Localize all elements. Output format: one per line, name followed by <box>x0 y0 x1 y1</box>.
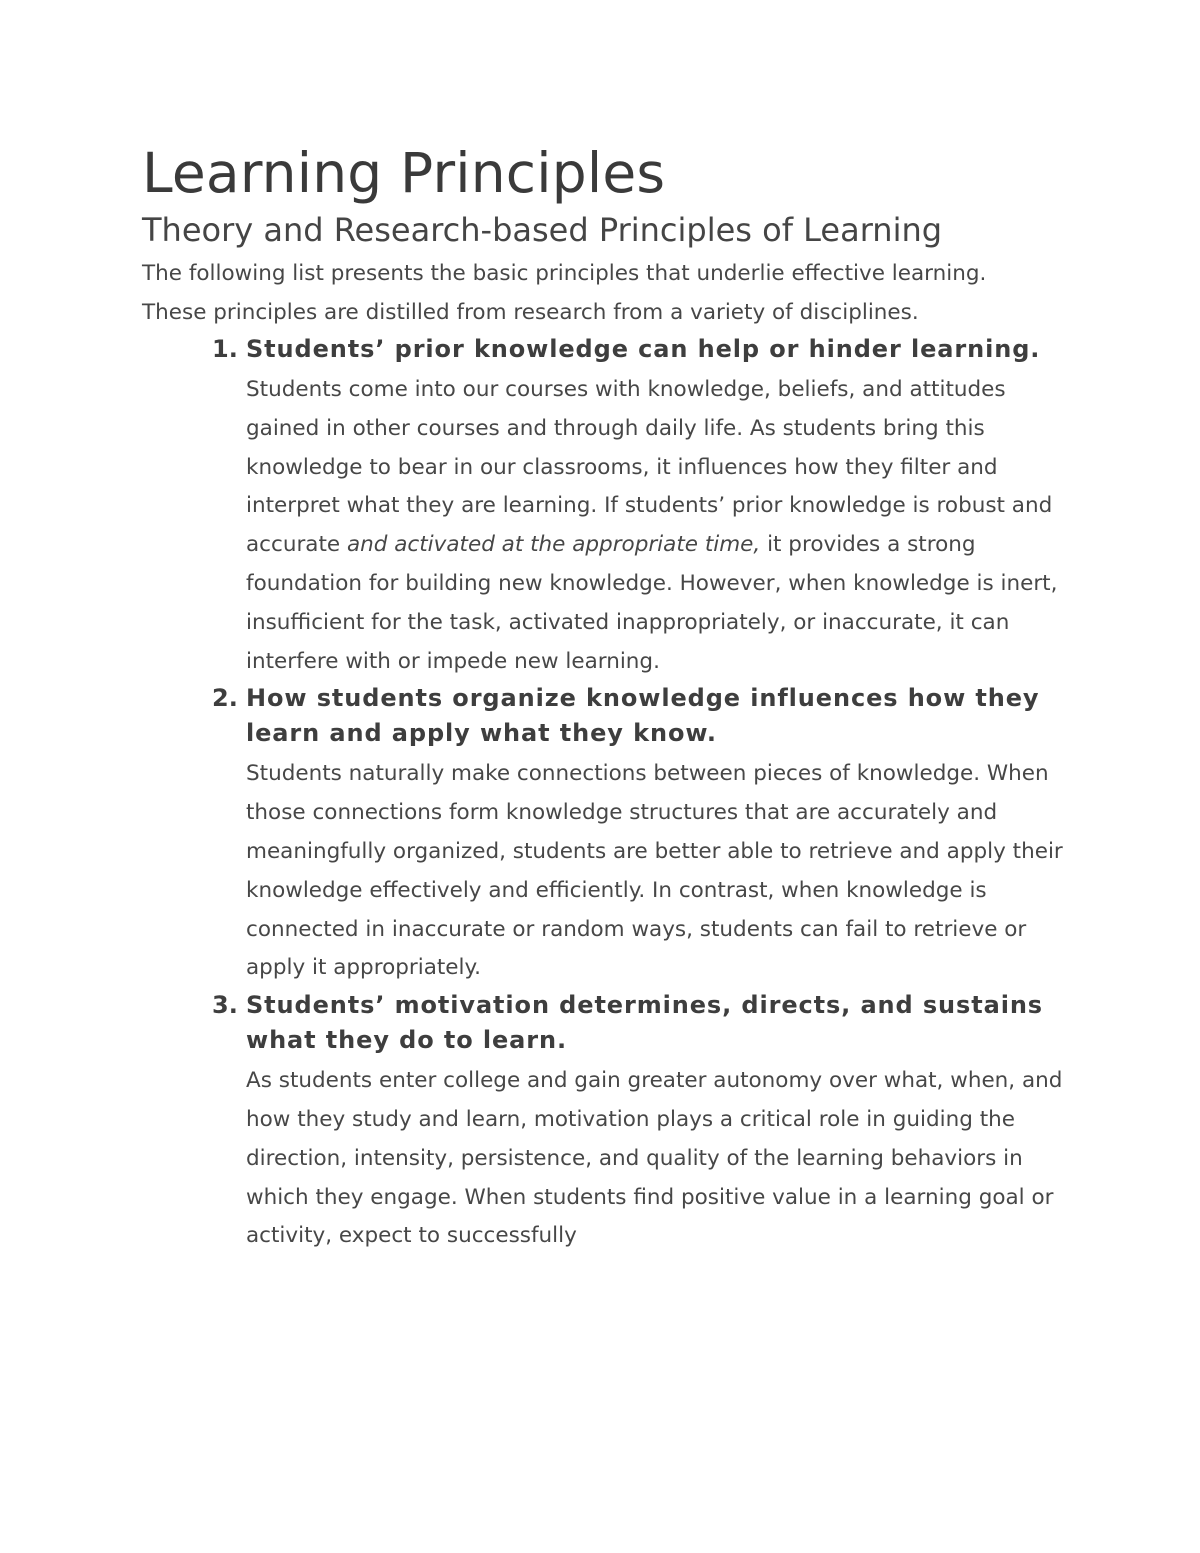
principle-item-1 <box>142 332 1062 681</box>
document-title: Learning Principles <box>142 141 666 205</box>
intro-paragraph: The following list presents the basic principles that underlie effective learning. These principles are distilled from research from a variety of disciplines. <box>142 261 987 325</box>
principle-heading: Students’ prior knowledge can help or hinder learning. <box>246 335 1041 363</box>
principle-body-text-continued: it provides a strong foundation for building new knowledge. However, when knowledge is inert, insufficient for the task, activated inappropriately, or inaccurate, it can interfere with or impede new learning. <box>246 532 1058 674</box>
principle-body-emphasis: and activated at the appropriate time, <box>346 532 761 558</box>
principle-heading: How students organize knowledge influences how they learn and apply what they know. <box>246 684 1040 748</box>
principle-body: Students naturally make connections between pieces of knowledge. When those connections form knowledge structures that are accurately and meaningfully organized, students are better able to retrieve and apply their knowledge effectively and efficiently. In contrast, when knowledge is connected in inaccurate or random ways, students can fail to retrieve or apply it appropriately. <box>246 761 1063 981</box>
principle-number: 2. <box>212 684 238 713</box>
principle-body <box>246 371 1066 681</box>
document-page <box>142 138 1062 1256</box>
principle-number: 1. <box>212 335 238 363</box>
document-subtitle: Theory and Research-based Principles of Learning <box>142 211 943 249</box>
principle-item-2 <box>142 681 1062 988</box>
principles-list <box>142 332 1062 1256</box>
principle-heading: Students’ motivation determines, directs, and sustains what they do to learn. <box>246 991 1043 1055</box>
principle-number: 3. <box>212 991 238 1020</box>
principle-body-text: Students come into our courses with knowledge, beliefs, and attitudes gained in other courses and through daily life. As students bring this knowledge to bear in our classrooms, it influences how they filter and interpret what they are learning. If students’ prior knowledge is robust and accurate <box>246 377 1053 558</box>
principle-item-3 <box>142 988 1062 1256</box>
principle-body: As students enter college and gain greater autonomy over what, when, and how they study and learn, motivation plays a critical role in guiding the direction, intensity, persistence, and quality of the learning behaviors in which they engage. When students find positive value in a learning goal or activity, expect to successfully <box>246 1068 1063 1249</box>
